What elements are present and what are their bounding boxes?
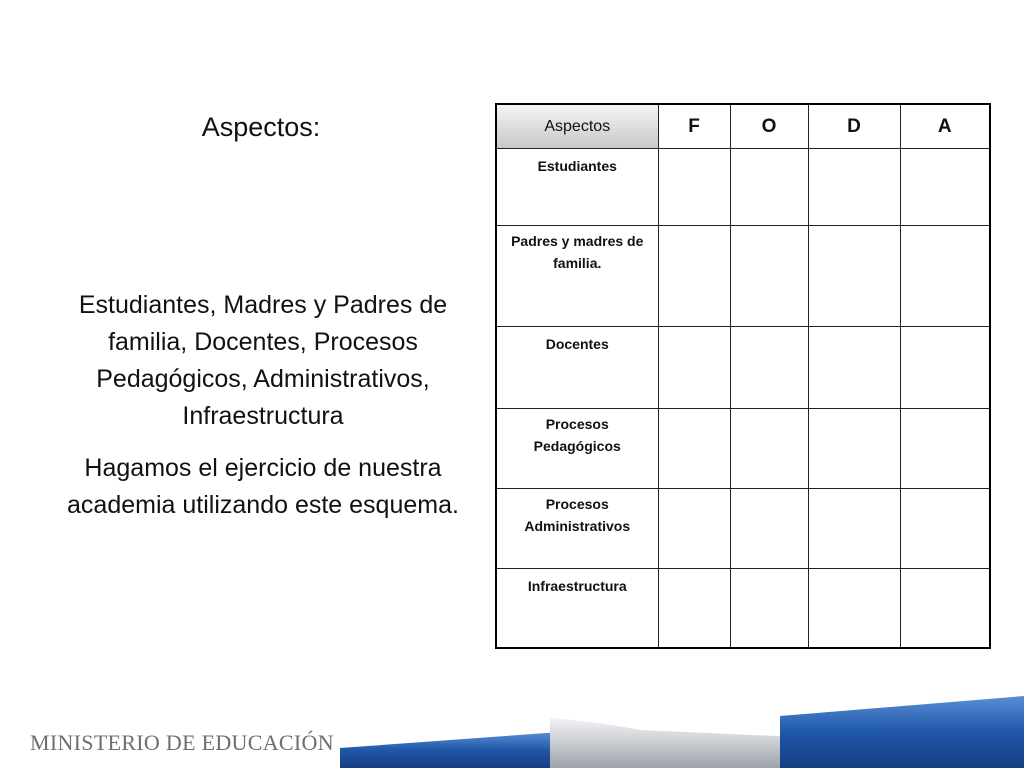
empty-cell bbox=[730, 489, 808, 569]
header-aspectos: Aspectos bbox=[496, 104, 658, 149]
foda-table bbox=[495, 103, 991, 649]
empty-cell bbox=[658, 226, 730, 327]
footer-blue-band-right bbox=[780, 696, 1024, 768]
empty-cell bbox=[900, 409, 990, 489]
empty-cell bbox=[730, 327, 808, 409]
table-row bbox=[496, 149, 990, 226]
empty-cell bbox=[808, 489, 900, 569]
empty-cell bbox=[730, 226, 808, 327]
empty-cell bbox=[808, 226, 900, 327]
footer-blue-band-left bbox=[340, 732, 560, 768]
empty-cell bbox=[900, 569, 990, 649]
row-label-infraestructura: Infraestructura bbox=[496, 569, 658, 649]
empty-cell bbox=[658, 489, 730, 569]
header-oportunidades: O bbox=[730, 104, 808, 149]
table-row bbox=[496, 327, 990, 409]
ministry-logo-text: MINISTERIO DE EDUCACIÓN bbox=[30, 730, 334, 755]
exercise-instruction-paragraph: Hagamos el ejercicio de nuestra academia utilizando este esquema. bbox=[67, 454, 459, 519]
footer-silver-band bbox=[550, 718, 820, 768]
table-row bbox=[496, 226, 990, 327]
empty-cell bbox=[808, 569, 900, 649]
empty-cell bbox=[900, 489, 990, 569]
empty-cell bbox=[900, 149, 990, 226]
table-row bbox=[496, 409, 990, 489]
empty-cell bbox=[658, 149, 730, 226]
row-label-docentes: Docentes bbox=[496, 327, 658, 409]
empty-cell bbox=[808, 327, 900, 409]
foda-header-row bbox=[496, 104, 990, 149]
row-label-estudiantes: Estudiantes bbox=[496, 149, 658, 226]
header-debilidades: D bbox=[808, 104, 900, 149]
row-label-procesos-administrativos: Procesos Administrativos bbox=[496, 489, 658, 569]
empty-cell bbox=[730, 569, 808, 649]
empty-cell bbox=[658, 327, 730, 409]
empty-cell bbox=[900, 226, 990, 327]
header-amenazas: A bbox=[900, 104, 990, 149]
row-label-procesos-pedagogicos: Procesos Pedagógicos bbox=[496, 409, 658, 489]
table-row bbox=[496, 489, 990, 569]
empty-cell bbox=[808, 409, 900, 489]
empty-cell bbox=[808, 149, 900, 226]
empty-cell bbox=[730, 409, 808, 489]
empty-cell bbox=[730, 149, 808, 226]
header-fortalezas: F bbox=[658, 104, 730, 149]
empty-cell bbox=[900, 327, 990, 409]
empty-cell bbox=[658, 409, 730, 489]
footer-decorative-bands bbox=[0, 688, 1024, 768]
empty-cell bbox=[658, 569, 730, 649]
table-row bbox=[496, 569, 990, 649]
aspects-list-paragraph: Estudiantes, Madres y Padres de familia, Docentes, Procesos Pedagógicos, Administrativos, Infraestructura bbox=[78, 291, 448, 430]
aspects-heading: Aspectos: bbox=[201, 112, 321, 142]
row-label-padres: Padres y madres de familia. bbox=[496, 226, 658, 327]
